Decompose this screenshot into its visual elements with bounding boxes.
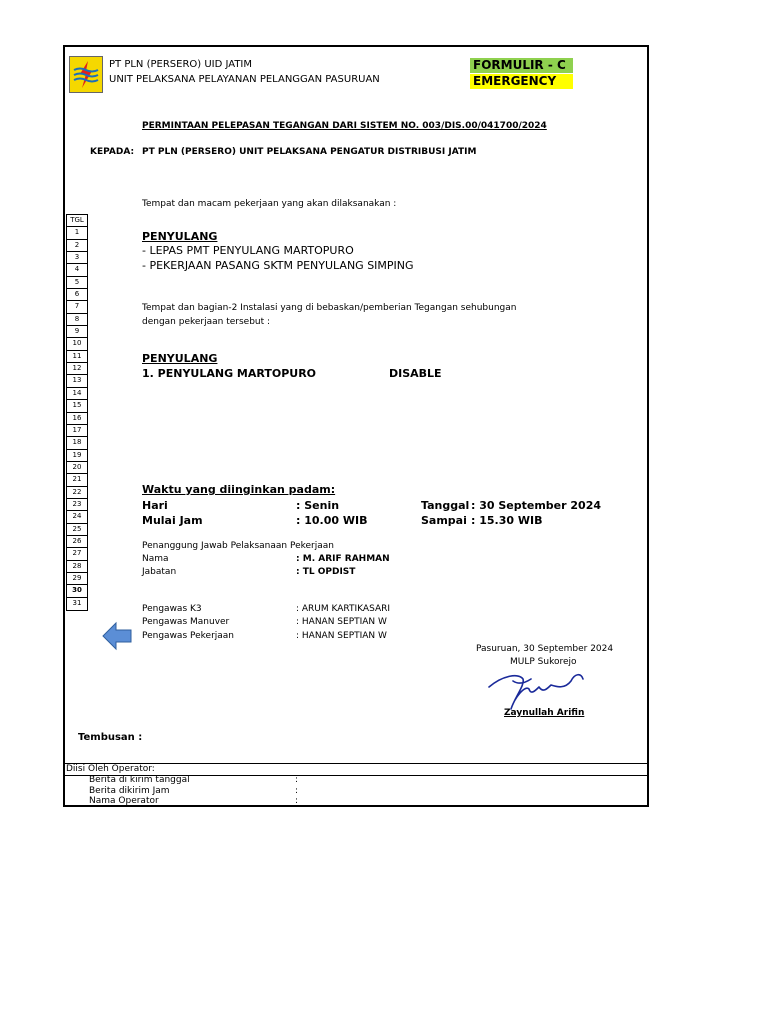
tgl-day-10: 10: [67, 338, 87, 350]
tanggal-value: : 30 September 2024: [471, 499, 602, 512]
install-intro-2: dengan pekerjaan tersebut :: [142, 317, 271, 327]
kepada-value: PT PLN (PERSERO) UNIT PELAKSANA PENGATUR DISTRIBUSI JATIM: [142, 147, 477, 157]
jabatan-label: Jabatan: [142, 567, 177, 577]
tgl-day-13: 13: [67, 375, 87, 387]
responsible-heading: Penanggung Jawab Pelaksanaan Pekerjaan: [142, 541, 334, 551]
arrow-left-icon: [102, 621, 132, 651]
tgl-day-1: 1: [67, 227, 87, 239]
nama-label: Nama: [142, 554, 169, 564]
tgl-day-7: 7: [67, 301, 87, 313]
tgl-day-15: 15: [67, 400, 87, 412]
pekerjaan-label: Pengawas Pekerjaan: [142, 631, 235, 641]
mulai-value: : 10.00 WIB: [296, 514, 368, 527]
operator-heading: Diisi Oleh Operator:: [66, 764, 155, 774]
tgl-day-26: 26: [67, 536, 87, 548]
tgl-day-14: 14: [67, 388, 87, 400]
tgl-day-21: 21: [67, 474, 87, 486]
tgl-day-8: 8: [67, 314, 87, 326]
tanggal-label: Tanggal: [421, 499, 470, 512]
signature-name: Zaynullah Arifin: [504, 708, 585, 718]
work-item-1: - LEPAS PMT PENYULANG MARTOPURO: [142, 244, 354, 257]
operator-row3-label: Nama Operator: [89, 796, 159, 806]
tgl-day-25: 25: [67, 524, 87, 536]
sampai-value: : 15.30 WIB: [471, 514, 543, 527]
tgl-day-5: 5: [67, 277, 87, 289]
operator-row1-label: Berita di kirim tanggal: [89, 775, 190, 785]
signature-place-date: Pasuruan, 30 September 2024: [476, 644, 614, 654]
tgl-day-31: 31: [72, 598, 82, 607]
nama-value: : M. ARIF RAHMAN: [296, 554, 390, 564]
tgl-day-20: 20: [67, 462, 87, 474]
time-heading: Waktu yang diinginkan padam:: [142, 483, 336, 496]
k3-label: Pengawas K3: [142, 604, 202, 614]
operator-row2-colon: :: [295, 786, 299, 796]
work-item-2: - PEKERJAAN PASANG SKTM PENYULANG SIMPING: [142, 259, 414, 272]
hari-value: : Senin: [296, 499, 340, 512]
work-intro: Tempat dan macam pekerjaan yang akan dilaksanakan :: [142, 199, 397, 209]
jabatan-value: : TL OPDIST: [296, 567, 356, 577]
tgl-column: [66, 214, 88, 611]
org-line1: PT PLN (PERSERO) UID JATIM: [109, 59, 253, 70]
tgl-day-27: 27: [67, 548, 87, 560]
tgl-day-28: 28: [67, 561, 87, 573]
hari-label: Hari: [142, 499, 168, 512]
tgl-day-19: 19: [67, 450, 87, 462]
tgl-day-6: 6: [67, 289, 87, 301]
operator-row3-colon: :: [295, 796, 299, 806]
tgl-header: TGL: [67, 215, 87, 227]
install-heading: PENYULANG: [142, 352, 218, 365]
tgl-day-30: 30: [67, 585, 87, 597]
k3-value: : ARUM KARTIKASARI: [296, 604, 391, 614]
pekerjaan-value: : HANAN SEPTIAN W: [296, 631, 387, 641]
form-label: FORMULIR - C: [470, 58, 573, 73]
pln-logo-icon: [69, 56, 103, 93]
kepada-label: KEPADA:: [90, 147, 135, 157]
work-heading: PENYULANG: [142, 230, 218, 243]
tgl-day-24: 24: [67, 511, 87, 523]
tembusan-label: Tembusan :: [78, 732, 143, 743]
tgl-day-9: 9: [67, 326, 87, 338]
tgl-day-3: 3: [67, 252, 87, 264]
operator-row2-label: Berita dikirim Jam: [89, 786, 170, 796]
tgl-day-16: 16: [67, 413, 87, 425]
tgl-day-23: 23: [67, 499, 87, 511]
tgl-day-17: 17: [67, 425, 87, 437]
tgl-day-29: 29: [67, 573, 87, 585]
operator-row1-colon: :: [295, 775, 299, 785]
mulai-label: Mulai Jam: [142, 514, 203, 527]
tgl-day-22: 22: [67, 487, 87, 499]
tgl-day-18: 18: [67, 437, 87, 449]
tgl-day-11: 11: [67, 351, 87, 363]
signature-unit: MULP Sukorejo: [510, 657, 577, 667]
org-line2: UNIT PELAKSANA PELAYANAN PELANGGAN PASURUAN: [109, 74, 380, 85]
tgl-day-12: 12: [67, 363, 87, 375]
manuver-label: Pengawas Manuver: [142, 617, 230, 627]
install-item-1-status: DISABLE: [389, 367, 442, 380]
install-item-1: 1. PENYULANG MARTOPURO: [142, 367, 317, 380]
install-intro-1: Tempat dan bagian-2 Instalasi yang di bebaskan/pemberian Tegangan sehubungan: [142, 303, 517, 313]
document-form: [63, 45, 649, 807]
document-title: PERMINTAAN PELEPASAN TEGANGAN DARI SISTEM NO. 003/DIS.00/041700/2024: [142, 121, 547, 131]
manuver-value: : HANAN SEPTIAN W: [296, 617, 387, 627]
sampai-label: Sampai: [421, 514, 467, 527]
tgl-day-2: 2: [67, 240, 87, 252]
emergency-label: EMERGENCY: [470, 74, 573, 89]
operator-section: [65, 763, 647, 806]
tgl-day-4: 4: [67, 264, 87, 276]
